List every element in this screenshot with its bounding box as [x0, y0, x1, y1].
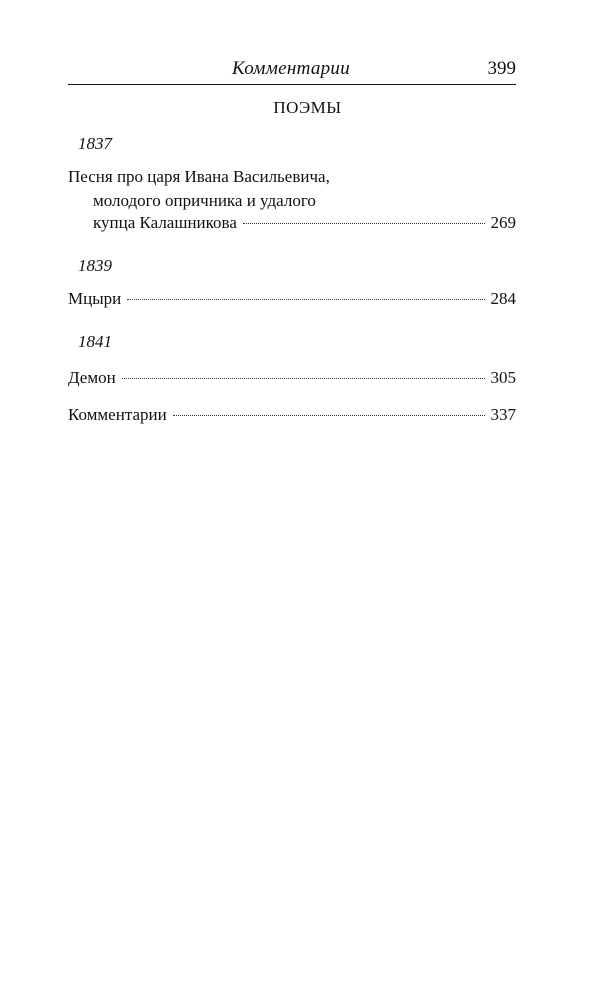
year-heading-1839: 1839 [78, 256, 112, 275]
toc-entry-mtsyri[interactable] [68, 289, 516, 309]
toc-entry-page: 337 [490, 405, 516, 424]
toc-entry-page: 269 [490, 213, 516, 232]
year-heading-1841: 1841 [78, 332, 112, 351]
dot-leader [127, 299, 484, 300]
dot-leader [122, 378, 485, 379]
toc-entry-title: Комментарии [68, 405, 167, 424]
toc-entry-title: Демон [68, 368, 116, 387]
dot-leader [243, 223, 485, 224]
toc-entry-title: Мцыри [68, 289, 122, 308]
toc-entry-commentary[interactable] [68, 405, 516, 425]
dot-leader [173, 415, 485, 416]
year-heading-1837: 1837 [78, 134, 112, 153]
page-number: 399 [487, 58, 516, 79]
toc-entry-demon[interactable] [68, 368, 516, 388]
running-header-title: Комментарии [232, 58, 351, 79]
running-header [68, 58, 516, 85]
toc-entry-line-3: купца Калашникова [93, 213, 237, 232]
toc-entry-page: 305 [490, 368, 516, 387]
section-title: ПОЭМЫ [273, 98, 342, 117]
toc-entry-line-1: Песня про царя Ивана Васильевича, [68, 167, 330, 186]
toc-entry-pesnya[interactable] [93, 213, 516, 233]
toc-entry-line-2: молодого опричника и удалого [93, 191, 316, 210]
toc-entry-page: 284 [490, 289, 516, 308]
